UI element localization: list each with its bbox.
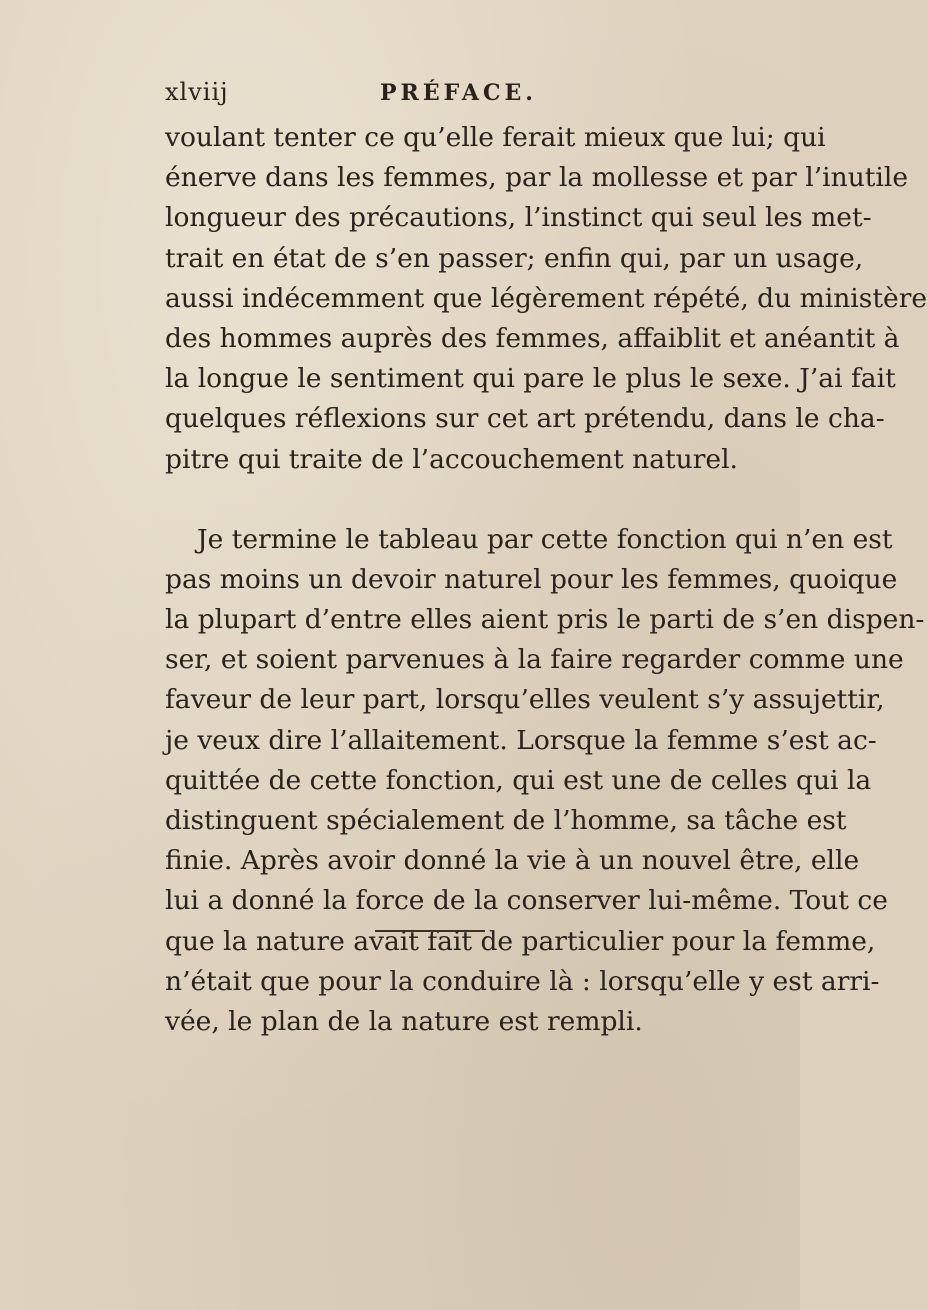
text-line: voulant tenter ce qu’elle ferait mieux que lui; qui xyxy=(165,122,826,153)
text-line: vée, le plan de la nature est rempli. xyxy=(165,1005,643,1037)
running-head: PRÉFACE. xyxy=(380,80,537,106)
paragraph-1 xyxy=(165,118,927,480)
body-text xyxy=(165,118,927,1042)
text-line: je veux dire l’allaitement. Lorsque la femme s’est ac- xyxy=(165,724,877,756)
text-line: finie. Après avoir donné la vie à un nouvel être, elle xyxy=(165,845,860,877)
text-line: pitre qui traite de l’accouchement naturel. xyxy=(165,443,738,475)
text-line: lui a donné la force de la conserver lui-même. Tout ce xyxy=(165,885,888,917)
text-line: quelques réflexions sur cet art prétendu, dans le cha- xyxy=(165,403,885,435)
text-line: ser, et soient parvenues à la faire regarder comme une xyxy=(165,644,904,676)
text-line: des hommes auprès des femmes, affaiblit et anéantit à xyxy=(165,322,900,354)
text-line: que la nature avait fait de particulier pour la femme, xyxy=(165,925,876,957)
text-line: la plupart d’entre elles aient pris le parti de s’en dispen- xyxy=(165,604,925,636)
text-line: aussi indécemment que légèrement répété, du ministère xyxy=(165,282,927,314)
text-line: la longue le sentiment qui pare le plus le sexe. J’ai fait xyxy=(165,363,896,395)
section-end-rule xyxy=(375,930,485,932)
text-line: pas moins un devoir naturel pour les femmes, quoique xyxy=(165,563,898,595)
text-line: n’était que pour la conduire là : lorsqu’elle y est arri- xyxy=(165,965,880,997)
text-line: longueur des précautions, l’instinct qui seul les met- xyxy=(165,202,872,234)
text-line: faveur de leur part, lorsqu’elles veulent s’y assujettir, xyxy=(165,684,885,716)
paragraph-2 xyxy=(165,520,925,1042)
text-line: énerve dans les femmes, par la mollesse et par l’inutile xyxy=(165,162,909,194)
page-header xyxy=(165,78,685,114)
text-line: trait en état de s’en passer; enfin qui, par un usage, xyxy=(165,242,864,274)
page-number: xlviij xyxy=(165,78,229,106)
paragraph-gap xyxy=(165,480,750,520)
text-line: Je termine le tableau par cette fonction qui n’en est xyxy=(197,523,893,555)
text-line: distinguent spécialement de l’homme, sa tâche est xyxy=(165,805,847,836)
text-line: quittée de cette fonction, qui est une de celles qui la xyxy=(165,764,872,796)
